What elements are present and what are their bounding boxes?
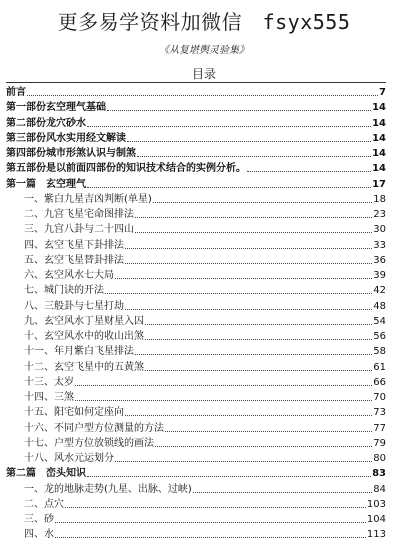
toc-entry-sub[interactable] — [24, 236, 386, 252]
toc-dot-leader — [55, 521, 366, 523]
toc-entry-sub[interactable] — [24, 220, 386, 236]
toc-page-number: 23 — [373, 209, 386, 220]
toc-entry-sub[interactable] — [24, 205, 386, 221]
toc-dot-leader — [125, 414, 372, 416]
toc-entry-title: 一、紫白九星吉凶判断(单星) — [24, 193, 152, 205]
toc-dot-leader — [247, 170, 371, 172]
toc-entry-title: 十二、玄空飞星中的五黄煞 — [24, 361, 144, 373]
toc-dot-leader — [135, 353, 372, 355]
toc-entry-title: 十三、太岁 — [24, 376, 74, 388]
toc-page-number: 14 — [372, 102, 386, 114]
toc-page-number: 79 — [373, 437, 386, 449]
toc-entry-sub[interactable] — [24, 342, 386, 358]
toc-page-number: 14 — [372, 117, 386, 129]
toc-entry-main[interactable] — [6, 159, 386, 175]
toc-entry-title: 一、龙的地脉走势(九星、出脉、过峡) — [24, 483, 192, 495]
toc-page-number: 80 — [373, 453, 386, 464]
toc-dot-leader — [137, 155, 371, 157]
toc-dot-leader — [125, 262, 372, 264]
toc-entry-sub[interactable] — [24, 480, 386, 496]
toc-entry-main[interactable] — [6, 144, 386, 160]
toc-page-number: 18 — [373, 193, 386, 205]
toc-entry-sub[interactable] — [24, 388, 386, 404]
toc-entry-title: 十七、户型方位放锁线的画法 — [24, 437, 154, 449]
toc-entry-title: 十四、三煞 — [24, 392, 74, 403]
toc-entry-sub[interactable] — [24, 403, 386, 419]
toc-page-number: 14 — [372, 132, 386, 144]
toc-dot-leader — [125, 247, 372, 249]
toc-entry-title: 六、玄空风水七大局 — [24, 270, 114, 281]
toc-dot-leader — [145, 338, 372, 340]
toc-entry-title: 八、三般卦与七星打劫 — [24, 300, 124, 312]
toc-entry-main[interactable] — [6, 129, 386, 145]
toc-page-number: 36 — [373, 254, 386, 266]
toc-entry-sub[interactable] — [24, 281, 386, 297]
toc-entry-sub[interactable] — [24, 358, 386, 374]
toc-entry-title: 九、玄空风水丁星财星入囚 — [24, 315, 144, 327]
toc-page-number: 39 — [373, 270, 386, 281]
toc-entry-title: 二、九宫飞星宅命图排法 — [24, 209, 134, 220]
toc-entry-main[interactable] — [6, 114, 386, 130]
toc-entry-sub[interactable] — [24, 312, 386, 328]
toc-dot-leader — [75, 399, 372, 401]
toc-dot-leader — [115, 277, 372, 279]
toc-dot-leader — [125, 308, 372, 310]
toc-entry-title: 第一篇 玄空理气 — [6, 178, 86, 190]
toc-heading: 目录 — [191, 67, 216, 81]
toc-entry-title: 十、玄空风水中的收山出煞 — [24, 331, 144, 342]
toc-entry-sub[interactable] — [24, 327, 386, 343]
toc-entry-title: 第三部份风水实用经文解读 — [6, 132, 126, 144]
toc-dot-leader — [153, 201, 372, 203]
toc-page-number: 42 — [373, 285, 386, 297]
toc-page-number: 83 — [372, 468, 386, 480]
toc-page-number: 17 — [372, 178, 386, 190]
toc-dot-leader — [127, 140, 371, 142]
toc-page-number: 70 — [373, 392, 386, 403]
toc-entry-sub[interactable] — [24, 297, 386, 313]
toc-entry-sub[interactable] — [24, 266, 386, 282]
toc-dot-leader — [87, 125, 371, 127]
toc-dot-leader — [87, 186, 371, 188]
toc-dot-leader — [105, 292, 372, 294]
toc-page-number: 61 — [373, 361, 386, 373]
toc-page-number: 77 — [373, 422, 386, 434]
toc-dot-leader — [193, 491, 372, 493]
toc-entry-title: 十八、风水元运划分 — [24, 453, 114, 464]
toc-entry-title: 七、城门诀的开法 — [24, 285, 104, 297]
toc-entry-title: 第二部份龙穴砂水 — [6, 117, 86, 129]
book-subtitle: 《从复堪舆灵验集》 — [159, 45, 249, 56]
toc-page-number: 56 — [373, 331, 386, 342]
toc-entry-title: 三、砂 — [24, 514, 54, 525]
toc-dot-leader — [75, 384, 372, 386]
toc-entry-title: 十六、不同户型方位测量的方法 — [24, 422, 164, 434]
toc-entry-title: 前言 — [6, 87, 26, 98]
toc-page-number: 103 — [366, 498, 386, 510]
toc-page-number: 84 — [373, 483, 386, 495]
toc-entry-sub[interactable] — [24, 251, 386, 267]
toc-page-number: 14 — [372, 148, 386, 159]
toc-page-number: 33 — [373, 239, 386, 251]
toc-dot-leader — [107, 109, 371, 111]
page-header-title: 更多易学资料加微信 fsyx555 — [57, 10, 351, 34]
toc-page-number: 7 — [379, 87, 386, 98]
toc-dot-leader — [165, 430, 372, 432]
toc-page-number: 113 — [366, 529, 386, 541]
toc-entry-main[interactable] — [6, 175, 386, 191]
toc-dot-leader — [135, 231, 372, 233]
toc-entry-sub[interactable] — [24, 495, 386, 511]
toc-page-number: 30 — [373, 224, 386, 236]
toc-entry-sub[interactable] — [24, 419, 386, 435]
toc-entry-main[interactable] — [6, 83, 386, 99]
toc-entry-title: 十一、年月紫白飞星排法 — [24, 346, 134, 358]
toc-entry-main[interactable] — [6, 98, 386, 114]
toc-entry-title: 第五部份是以前面四部份的知识技术结合的实例分析。 — [6, 163, 246, 175]
toc-page-number: 73 — [373, 407, 386, 419]
toc-page-number: 66 — [373, 376, 386, 388]
toc-dot-leader — [115, 460, 372, 462]
toc-entry-title: 第二篇 峦头知识 — [6, 468, 86, 480]
toc-entry-title: 第一部份玄空理气基础 — [6, 102, 106, 114]
toc-entry-title: 五、玄空飞星替卦排法 — [24, 254, 124, 266]
toc-page-number: 58 — [373, 346, 386, 358]
toc-dot-leader — [65, 506, 366, 508]
toc-dot-leader — [135, 216, 372, 218]
toc-entry-sub[interactable] — [24, 190, 386, 206]
toc-entry-sub[interactable] — [24, 373, 386, 389]
toc-dot-leader — [87, 475, 371, 477]
toc-entry-title: 第四部份城市形煞认识与制煞 — [6, 148, 136, 159]
toc-page-number: 14 — [372, 163, 386, 175]
toc-entry-title: 三、九宫八卦与二十四山 — [24, 224, 134, 236]
toc-dot-leader — [155, 445, 372, 447]
toc-entry-title: 四、玄空飞星下卦排法 — [24, 239, 124, 251]
toc-entry-title: 四、水 — [24, 529, 54, 541]
toc-entry-sub[interactable] — [24, 449, 386, 465]
toc-dot-leader — [145, 369, 372, 371]
toc-dot-leader — [145, 323, 372, 325]
toc-entry-main[interactable] — [6, 464, 386, 480]
toc-entry-title: 十五、阳宅如何定座向 — [24, 407, 124, 419]
toc-entry-sub[interactable] — [24, 510, 386, 526]
toc-page-number: 48 — [373, 300, 386, 312]
toc-page-number: 104 — [366, 514, 386, 525]
toc-dot-leader — [27, 94, 378, 96]
toc-entry-sub[interactable] — [24, 525, 386, 541]
toc-entry-title: 二、点穴 — [24, 498, 64, 510]
toc-entry-sub[interactable] — [24, 434, 386, 450]
toc-dot-leader — [55, 536, 366, 538]
toc-page-number: 54 — [373, 315, 386, 327]
